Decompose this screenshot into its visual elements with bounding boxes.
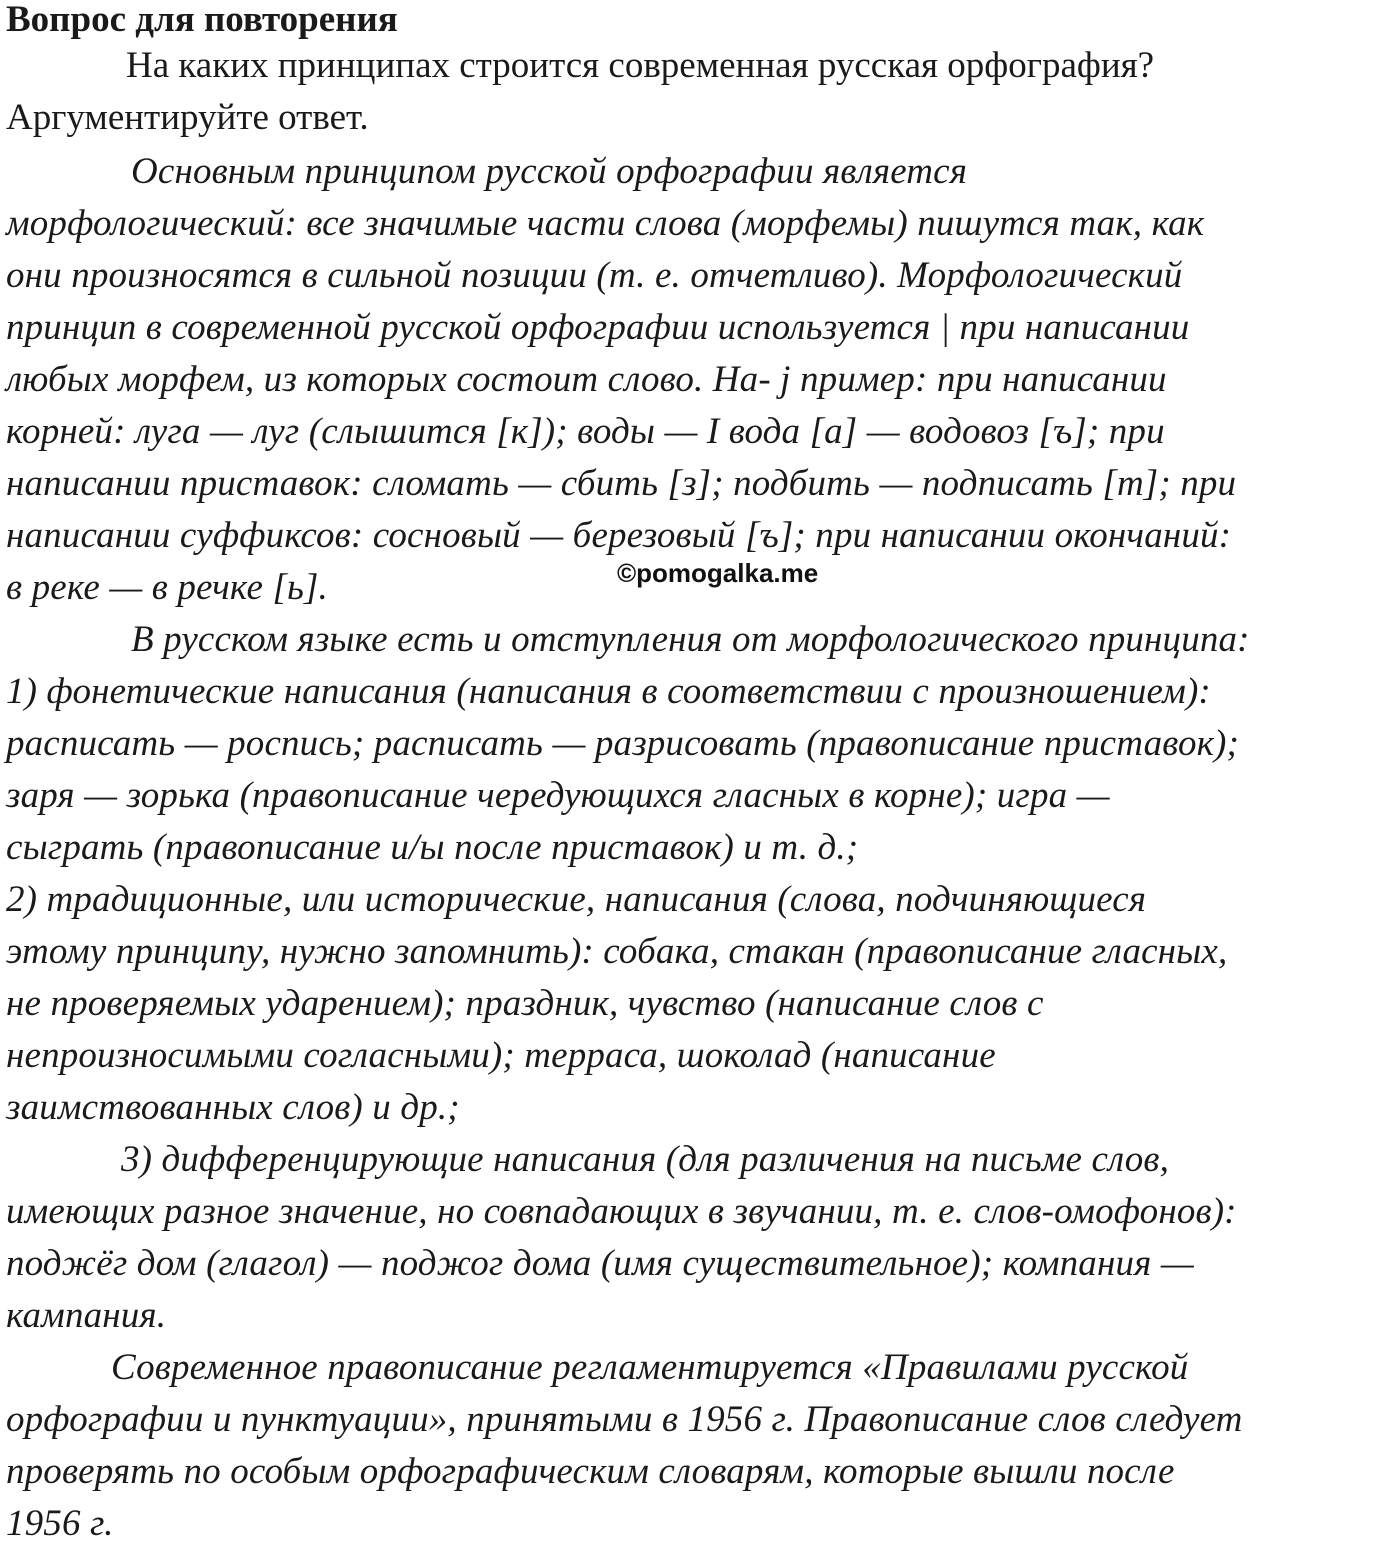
section-heading: Вопрос для повторения [6, 0, 398, 40]
answer-line: непроизносимыми согласными); терраса, шоколад (написание [6, 1035, 996, 1076]
answer-line: сыграть (правописание и/ы после приставок) и т. д.; [6, 827, 859, 868]
answer-line: написании суффиксов: сосновый — березовый [ъ]; при написании окончаний: [6, 515, 1232, 556]
answer-line: заимствованных слов) и др.; [6, 1087, 460, 1128]
question-text: На каких принципах строится современная русская орфография? Аргументируйте ответ. [6, 45, 1155, 138]
answer-line: В русском языке есть и отступления от морфологического принципа: [131, 619, 1250, 660]
answer-line: кампания. [6, 1295, 167, 1336]
answer-line: 1) фонетические написания (написания в соответствии с произношением): [6, 671, 1211, 712]
answer-line: имеющих разное значение, но совпадающих в звучании, т. е. слов-омофонов): [6, 1191, 1237, 1232]
answer-line: 3) дифференцирующие написания (для различения на письме слов, [121, 1139, 1170, 1180]
answer-line: Современное правописание регламентируется «Правилами русской [111, 1347, 1189, 1388]
answer-line: проверять по особым орфографическим словарям, которые вышли после [6, 1451, 1175, 1492]
answer-line: 1956 г. [6, 1503, 114, 1544]
answer-line: не проверяемых ударением); праздник, чувство (написание слов с [6, 983, 1044, 1024]
answer-line: Основным принципом русской орфографии является [131, 151, 968, 192]
answer-line: 2) традиционные, или исторические, написания (слова, подчиняющиеся [6, 879, 1147, 920]
answer-line: корней: луга — луг (слышится [к]); воды — I вода [а] — водовоз [ъ]; при [6, 411, 1165, 452]
answer-line: орфографии и пунктуации», принятыми в 1956 г. Правописание слов следует [6, 1399, 1243, 1440]
answer-line: морфологический: все значимые части слова (морфемы) пишутся так, как [6, 203, 1205, 244]
answer-line: написании приставок: сломать — сбить [з]; подбить — подписать [т]; при [6, 463, 1237, 504]
answer-line: этому принципу, нужно запомнить): собака, стакан (правописание гласных, [6, 931, 1228, 972]
document-page [6, 0, 1396, 1550]
answer-line: поджёг дом (глагол) — поджог дома (имя существительное); компания — [6, 1243, 1194, 1284]
watermark: ©pomogalka.me [617, 558, 819, 588]
answer-line: они произносятся в сильной позиции (т. е. отчетливо). Морфологический [6, 255, 1183, 296]
answer-line: принцип в современной русской орфографии используется | при написании [6, 307, 1190, 348]
answer-line: заря — зорька (правописание чередующихся гласных в корне); игра — [6, 775, 1110, 816]
answer-text [6, 146, 1396, 1550]
answer-line: в реке — в речке [ь]. [6, 567, 328, 608]
answer-line: любых морфем, из которых состоит слово. На- j пример: при написании [6, 359, 1167, 400]
answer-line: расписать — роспись; расписать — разрисовать (правописание приставок); [6, 723, 1239, 764]
